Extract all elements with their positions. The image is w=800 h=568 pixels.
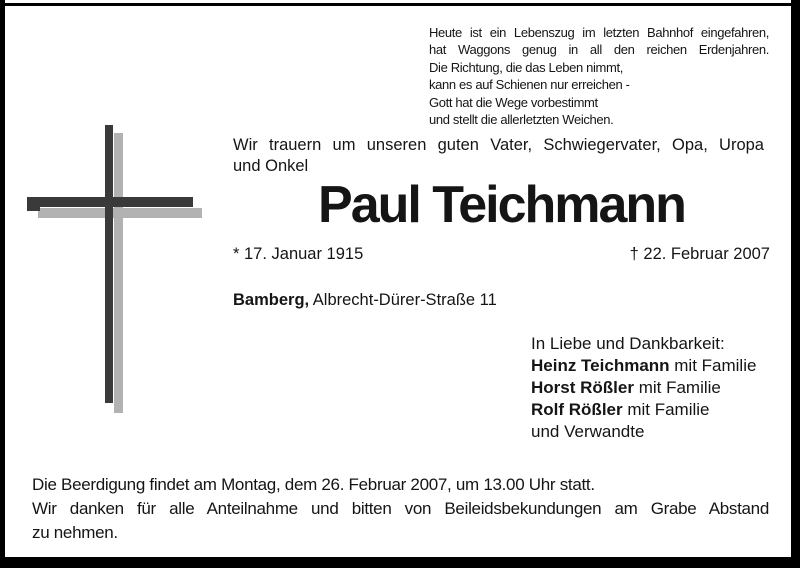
mourner-name: Heinz Teichmann (531, 356, 670, 375)
mourners-footer: und Verwandte (531, 422, 645, 441)
border-top-line (5, 3, 800, 6)
epigraph-poem (429, 24, 769, 128)
birth-date: * 17. Januar 1915 (233, 245, 364, 263)
address-line (233, 291, 497, 310)
mourner-suffix: mit Familie (633, 378, 721, 397)
funeral-line-2: Wir danken für alle Anteilnahme und bitten von Beileidsbekundungen am Grabe Abstand (32, 499, 769, 518)
cross-vertical-bar (105, 125, 113, 403)
death-date: † 22. Februar 2007 (629, 245, 770, 263)
mourner-suffix: mit Familie (622, 400, 710, 419)
poem-line-5: Gott hat die Wege vorbestimmt (429, 94, 598, 110)
deceased-name: Paul Teichmann (318, 176, 685, 234)
poem-line-4: kann es auf Schienen nur erreichen - (429, 77, 630, 93)
mourner-entry (531, 377, 771, 399)
funeral-line-3: zu nehmen. (32, 523, 118, 542)
cross-horizontal-bar (27, 197, 193, 207)
address-street: Albrecht-Dürer-Straße 11 (309, 291, 497, 309)
mourner-name: Rolf Rößler (531, 400, 623, 419)
mourner-entry (531, 399, 771, 421)
poem-line-3: Die Richtung, die das Leben nimmt, (429, 59, 624, 75)
poem-line-2: hat Waggons genug in all den reichen Erdenjahren. (429, 42, 769, 58)
poem-line-6: und stellt die allerletzten Weichen. (429, 112, 614, 128)
cross-shadow-vertical (114, 133, 123, 413)
mourning-intro (233, 135, 764, 177)
address-city: Bamberg, (233, 291, 310, 309)
mourners-block (531, 333, 771, 443)
funeral-info (32, 473, 769, 545)
mourner-suffix: mit Familie (669, 356, 757, 375)
border-bottom-bar (0, 557, 800, 568)
border-left-bar (0, 0, 5, 568)
life-dates-row (233, 245, 770, 264)
mourner-entry (531, 355, 771, 377)
cross-shadow-horizontal (38, 208, 202, 218)
poem-line-1: Heute ist ein Lebenszug im letzten Bahnhof eingefahren, (429, 25, 769, 40)
mourner-name: Horst Rößler (531, 378, 634, 397)
intro-line-1: Wir trauern um unseren guten Vater, Schwiegervater, Opa, Uropa (233, 136, 764, 154)
cross-horizontal-notch (27, 204, 40, 211)
funeral-line-1: Die Beerdigung findet am Montag, dem 26. Februar 2007, um 13.00 Uhr statt. (32, 475, 595, 494)
intro-line-2: und Onkel (233, 157, 309, 175)
border-right-bar (791, 0, 800, 568)
mourners-heading: In Liebe und Dankbarkeit: (531, 334, 725, 353)
